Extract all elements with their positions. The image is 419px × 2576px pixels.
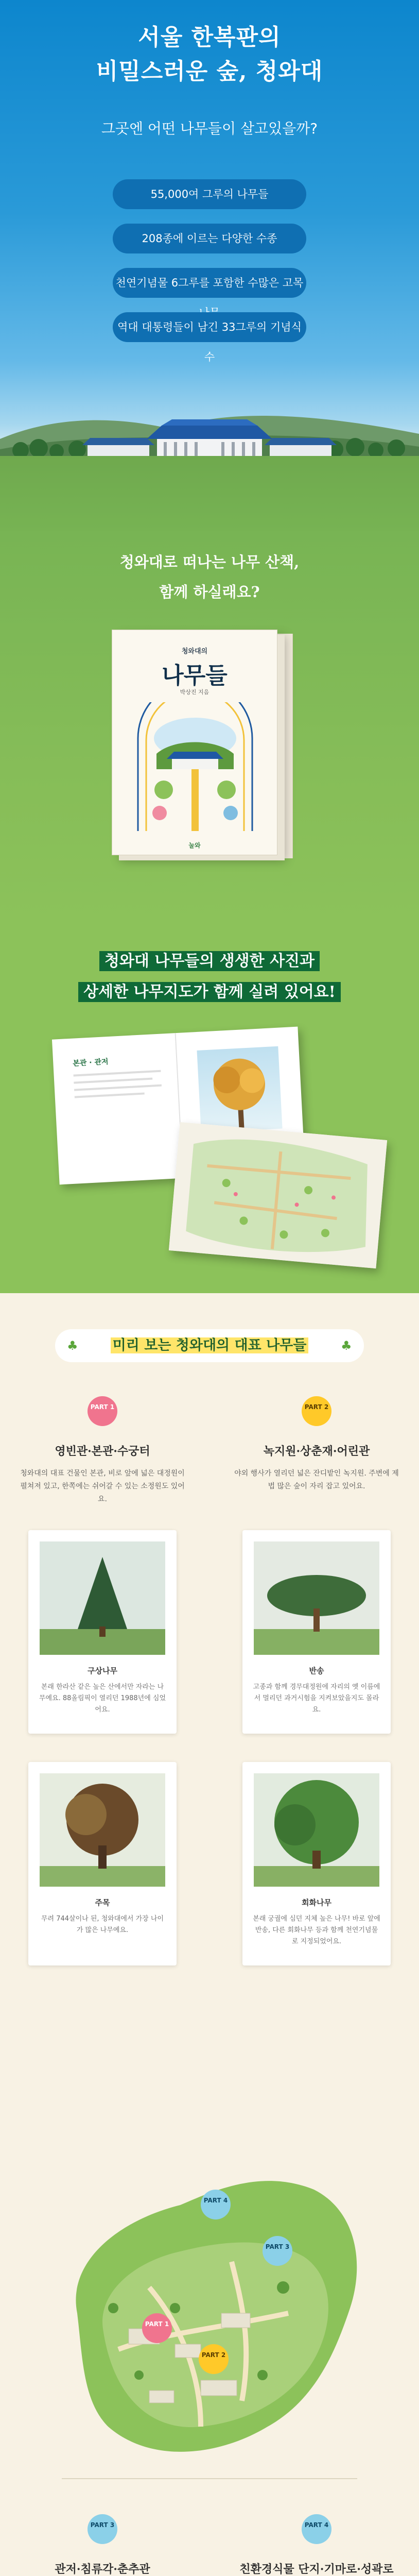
- tree-name: 반송: [309, 1666, 324, 1675]
- lawn: [0, 456, 419, 531]
- cheongwadae-tree-map: [46, 2159, 376, 2473]
- map-part-badge: PART 1: [142, 2313, 172, 2343]
- part-desc: 야외 행사가 열리던 넓은 잔디밭인 녹지원. 주변에 제법 많은 숲이 자리 잡고 있어요.: [234, 1469, 399, 1490]
- trees-section-tag: [55, 1329, 364, 1362]
- tree-photo: [254, 1773, 379, 1887]
- tree-desc: 본래 궁궐에 심던 지체 높은 나무! 바로 앞에 반송, 다른 회화나무 등과 함께 천연기념물로 지정되었어요.: [253, 1915, 380, 1945]
- tree-photo: [40, 1541, 165, 1655]
- stat-pill: 천연기념물 6그루를 포함한 수많은 고목: [113, 268, 306, 298]
- book-main-title: 나무들: [162, 663, 228, 689]
- book-cover: [112, 630, 277, 855]
- spread-tree-photo: [197, 1046, 282, 1133]
- part-title: 친환경식물 단지·기마로·성곽로: [239, 2563, 394, 2576]
- part-badge: PART 4: [302, 2514, 331, 2544]
- tree-card: [28, 1530, 177, 1734]
- part-badge: PART 1: [88, 1396, 117, 1426]
- part-title: 영빈관·본관·수궁터: [55, 1445, 150, 1458]
- photo-heading-line2: 상세한 나무지도가 함께 실려 있어요!: [78, 982, 341, 1002]
- stat-pill: 208종에 이르는 다양한 수종: [113, 224, 306, 253]
- book-section: [0, 531, 419, 927]
- section-divider: [62, 2478, 357, 2479]
- stat-pill: 55,000여 그루의 나무들: [113, 179, 306, 209]
- tree-card: [28, 1762, 177, 1965]
- book-publisher: 눌와: [188, 842, 201, 849]
- leaf-icon: ♣: [341, 1338, 352, 1353]
- book-intro-line1: 청와대로 떠나는 나무 산책,: [119, 553, 300, 571]
- book-spine: [277, 634, 293, 858]
- part-badge: PART 3: [88, 2514, 117, 2544]
- book-author: 박상진 지음: [180, 689, 210, 696]
- part-title: 녹지원·상춘재·어린관: [263, 1445, 370, 1458]
- stat-pill: 역대 대통령들이 남긴 33그루의 기념식수: [113, 312, 306, 342]
- book-cover-illustration: [128, 702, 263, 831]
- part-title: 관저·침류각·춘추관: [55, 2563, 150, 2576]
- tree-photo: [40, 1773, 165, 1887]
- map-part-badge: PART 2: [199, 2344, 229, 2374]
- map-part-badge: PART 4: [201, 2190, 231, 2219]
- tree-desc: 고종과 함께 경무대정원에 자리의 옛 이름에서 멀리던 과거시험을 지켜보았을지도 몰라요.: [253, 1683, 380, 1714]
- tree-name: 회화나무: [302, 1898, 331, 1907]
- map-part-badge: PART 3: [263, 2236, 292, 2266]
- trees-section: [0, 1293, 419, 2576]
- tree-desc: 본래 한라산 같은 높은 산에서만 자라는 나무예요. 88올림픽이 열리던 1988년에 심었어요.: [39, 1683, 166, 1714]
- trees-section-tag-text: 미리 보는 청와대의 대표 나무들: [111, 1337, 309, 1353]
- tree-name: 주목: [95, 1898, 110, 1907]
- spread-text-lines: [74, 1070, 163, 1104]
- tree-desc: 무려 744살이나 된, 청와대에서 가장 나이가 많은 나무예요.: [41, 1915, 164, 1934]
- photo-section: [0, 927, 419, 1293]
- hero-title-line2: 비밀스러운 숲, 청와대: [96, 58, 323, 84]
- tree-map-card: [169, 1122, 387, 1268]
- book-intro: [0, 547, 419, 607]
- photo-section-heading: [0, 946, 419, 1008]
- spread-page-heading: 본관 · 관저: [73, 1058, 109, 1068]
- hero-subtitle: 그곳엔 어떤 나무들이 살고있을까?: [101, 120, 318, 137]
- tree-card: [242, 1530, 391, 1734]
- tree-card: [242, 1762, 391, 1965]
- tree-name: 구상나무: [88, 1666, 117, 1675]
- hero-title: [0, 21, 419, 89]
- book-small-title: 청와대의: [181, 648, 208, 655]
- leaf-icon: ♣: [67, 1338, 78, 1353]
- part-badge: PART 2: [302, 1396, 331, 1426]
- part-desc: 청와대의 대표 건물인 본관, 비로 앞에 넓은 대정원이 펼쳐져 있고, 한쪽에는 쉬어갈 수 있는 소정원도 있어요.: [20, 1469, 185, 1503]
- hero-title-line1: 서울 한복판의: [138, 24, 281, 50]
- tree-photo: [254, 1541, 379, 1655]
- hero-section: [0, 0, 419, 531]
- book-intro-line2: 함께 하실래요?: [159, 583, 260, 601]
- photo-heading-line1: 청와대 나무들의 생생한 사진과: [99, 951, 320, 971]
